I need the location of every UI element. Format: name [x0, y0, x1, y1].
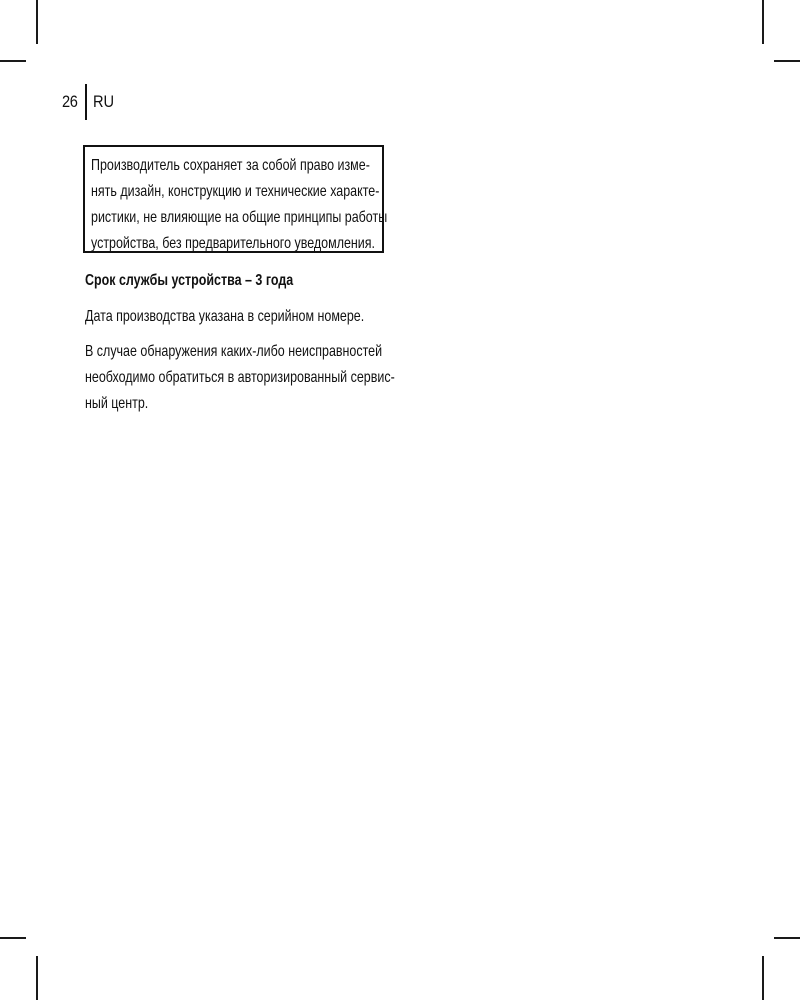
paragraph-line: В случае обнаружения каких-либо неисправностей	[85, 343, 383, 360]
crop-mark-top-left-vertical	[36, 0, 38, 44]
header-divider	[85, 84, 87, 120]
body-content	[85, 268, 395, 417]
notice-line: Производитель сохраняет за собой право изме-	[91, 157, 370, 174]
crop-mark-bottom-left-vertical	[36, 956, 38, 1000]
page-number: 26	[62, 92, 78, 111]
crop-mark-top-left-horizontal	[0, 60, 26, 62]
page-header	[62, 84, 118, 120]
service-center-paragraph	[85, 339, 395, 417]
crop-mark-top-right-vertical	[762, 0, 764, 44]
production-date-text: Дата производства указана в серийном номере.	[85, 308, 365, 325]
notice-line: нять дизайн, конструкцию и технические характе-	[91, 183, 380, 200]
service-life-heading: Срок службы устройства – 3 года	[85, 272, 294, 289]
notice-line: ристики, не влияющие на общие принципы работы	[91, 209, 388, 226]
paragraph-line: ный центр.	[85, 395, 149, 412]
notice-line: устройства, без предварительного уведомления.	[91, 235, 376, 252]
crop-mark-bottom-right-horizontal	[774, 937, 800, 939]
crop-mark-top-right-horizontal	[774, 60, 800, 62]
crop-mark-bottom-right-vertical	[762, 956, 764, 1000]
language-code: RU	[93, 92, 115, 111]
crop-mark-bottom-left-horizontal	[0, 937, 26, 939]
manufacturer-notice-box	[83, 145, 388, 253]
paragraph-line: необходимо обратиться в авторизированный сервис-	[85, 369, 395, 386]
